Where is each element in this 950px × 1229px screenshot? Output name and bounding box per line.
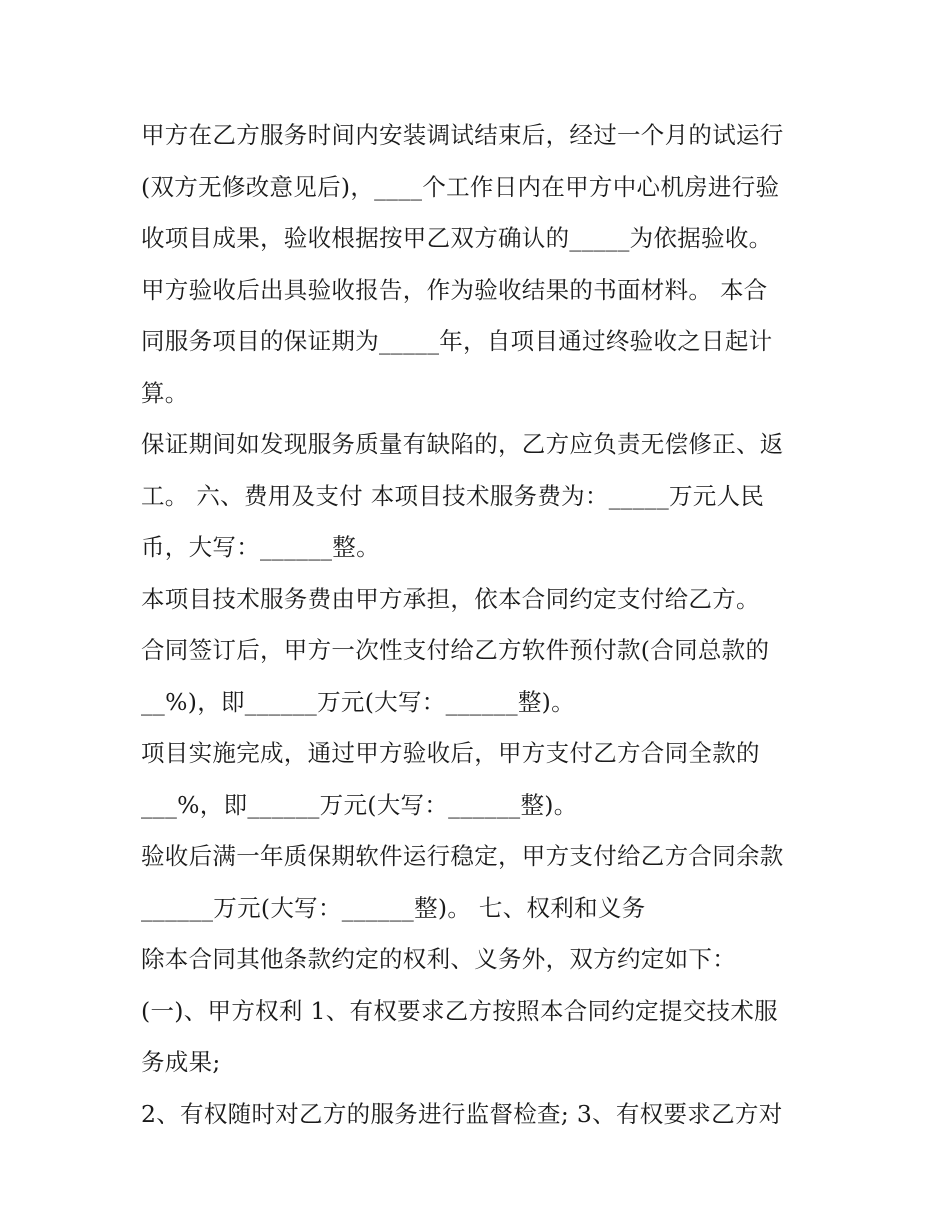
text-line: 保证期间如发现服务质量有缺陷的，乙方应负责无偿修正、返 — [141, 430, 784, 458]
text-line: 验收后满一年质保期软件运行稳定，甲方支付给乙方合同余款 — [141, 842, 784, 870]
text-line: 项目实施完成，通过甲方验收后，甲方支付乙方合同全款的 — [141, 739, 760, 767]
paragraph-completion-payment — [141, 728, 818, 831]
paragraph-party-a-rights-cont — [141, 1089, 818, 1141]
paragraph-warranty-fees — [141, 419, 818, 574]
text-line: 务成果; — [141, 1048, 221, 1076]
paragraph-rights-intro — [141, 934, 818, 986]
paragraph-acceptance — [141, 110, 818, 419]
text-line: ______万元(大写：______整)。 七、权利和义务 — [141, 893, 646, 922]
text-line: 收项目成果，验收根据按甲乙双方确认的_____为依据验收。 — [141, 224, 773, 252]
text-line: 合同签订后，甲方一次性支付给乙方软件预付款(合同总款的 — [141, 636, 770, 664]
paragraph-fee-bearer — [141, 574, 818, 626]
text-line: ___%，即______万元(大写：______整)。 — [141, 790, 578, 819]
text-line: 甲方验收后出具验收报告，作为验收结果的书面材料。 本合 — [141, 275, 768, 304]
text-line: 币，大写：______整。 — [141, 533, 380, 561]
text-line: 甲方在乙方服务时间内安装调试结束后，经过一个月的试运行 — [141, 121, 784, 149]
paragraph-prepayment — [141, 625, 818, 728]
paragraph-balance-payment — [141, 831, 818, 934]
text-line: 算。 — [141, 378, 189, 407]
text-line: 2、有权随时对乙方的服务进行监督检查; 3、有权要求乙方对 — [141, 1099, 783, 1128]
text-line: 本项目技术服务费由甲方承担，依本合同约定支付给乙方。 — [141, 584, 760, 613]
text-line: 同服务项目的保证期为_____年，自项目通过终验收之日起计 — [141, 327, 773, 355]
text-line: 工。 六、费用及支付 本项目技术服务费为：_____万元人民 — [141, 481, 765, 510]
paragraph-party-a-rights — [141, 986, 818, 1089]
text-line: __%)，即______万元(大写：______整)。 — [141, 687, 575, 716]
text-line: (双方无修改意见后)，____个工作日内在甲方中心机房进行验 — [141, 172, 780, 201]
text-line: 除本合同其他条款约定的权利、义务外，双方约定如下： — [141, 945, 736, 973]
text-line: (一)、甲方权利 1、有权要求乙方按照本合同约定提交技术服 — [141, 996, 778, 1025]
